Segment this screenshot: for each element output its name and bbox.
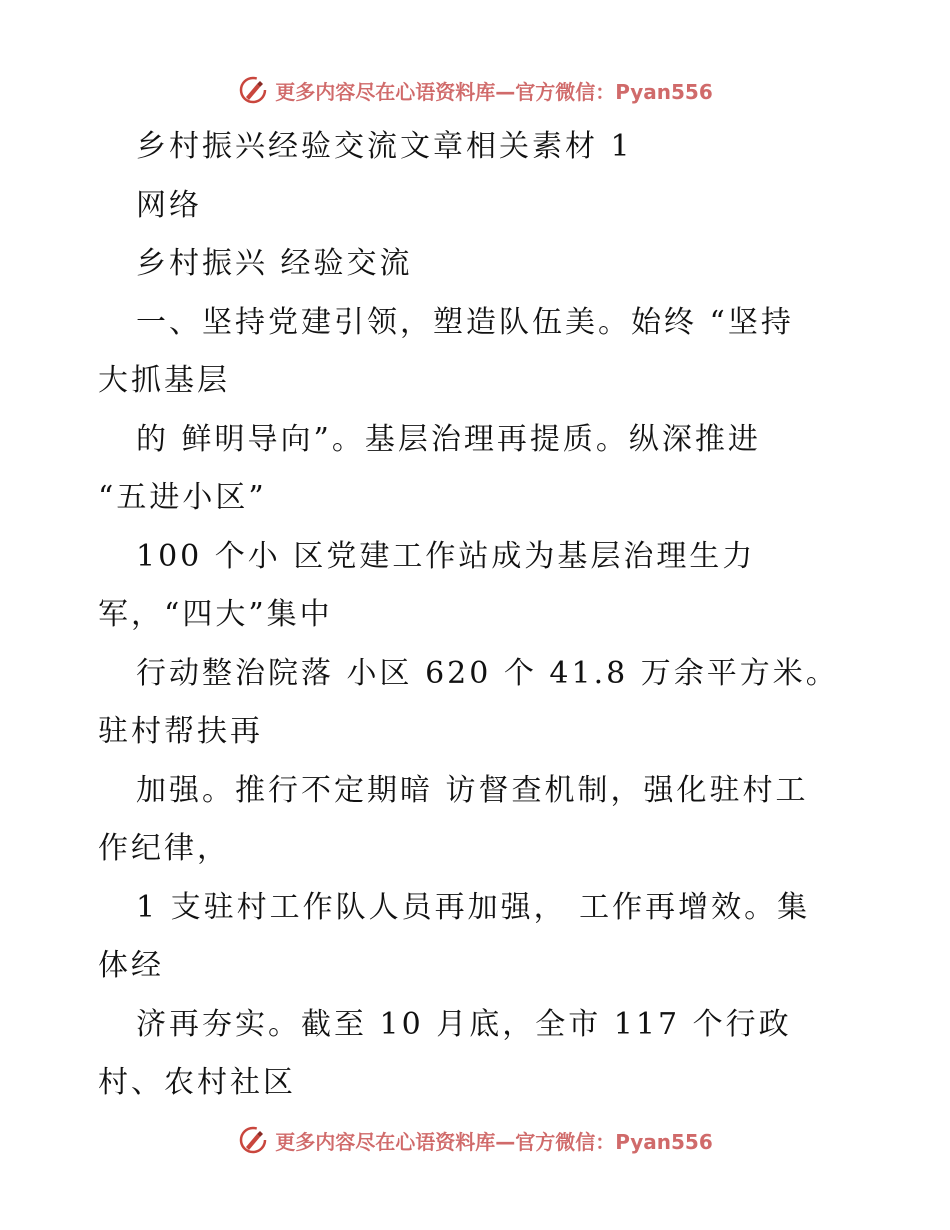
document-line: 网络	[136, 187, 202, 223]
pen-swirl-logo-icon	[237, 1124, 269, 1156]
document-body	[98, 118, 848, 1113]
document-line: 作纪律，	[98, 831, 230, 866]
document-line: 1 支驻村工作队人员再加强， 工作再增效。集	[136, 889, 811, 925]
document-line: “五进小区”	[98, 480, 267, 515]
header-watermark-banner	[0, 70, 950, 110]
document-line: 一、坚持党建引领，塑造队伍美。始终 “坚持	[136, 304, 794, 340]
document-line: 大抓基层	[98, 363, 230, 398]
document-line: 的 鲜明导向”。基层治理再提质。纵深推进	[136, 421, 761, 457]
footer-watermark-banner	[0, 1120, 950, 1160]
document-line: 乡村振兴经验交流文章相关素材 1	[136, 129, 633, 164]
document-line: 行动整治院落 小区 620 个 41.8 万余平方米。	[136, 655, 839, 691]
document-line: 加强。推行不定期暗 访督查机制，强化驻村工	[136, 772, 809, 808]
document-line: 济再夯实。截至 10 月底，全市 117 个行政	[136, 1006, 792, 1042]
document-line: 村、农村社区	[98, 1065, 296, 1100]
watermark-text: 更多内容尽在心语资料库—官方微信：Pyan556	[275, 79, 713, 104]
document-line: 体经	[98, 948, 164, 983]
document-line: 乡村振兴 经验交流	[136, 246, 413, 281]
document-line: 100 个小 区党建工作站成为基层治理生力	[136, 538, 756, 574]
document-line: 驻村帮扶再	[98, 714, 263, 749]
pen-swirl-logo-icon	[237, 74, 269, 106]
watermark-text: 更多内容尽在心语资料库—官方微信：Pyan556	[275, 1129, 713, 1154]
document-line: 军，“四大”集中	[98, 597, 333, 632]
